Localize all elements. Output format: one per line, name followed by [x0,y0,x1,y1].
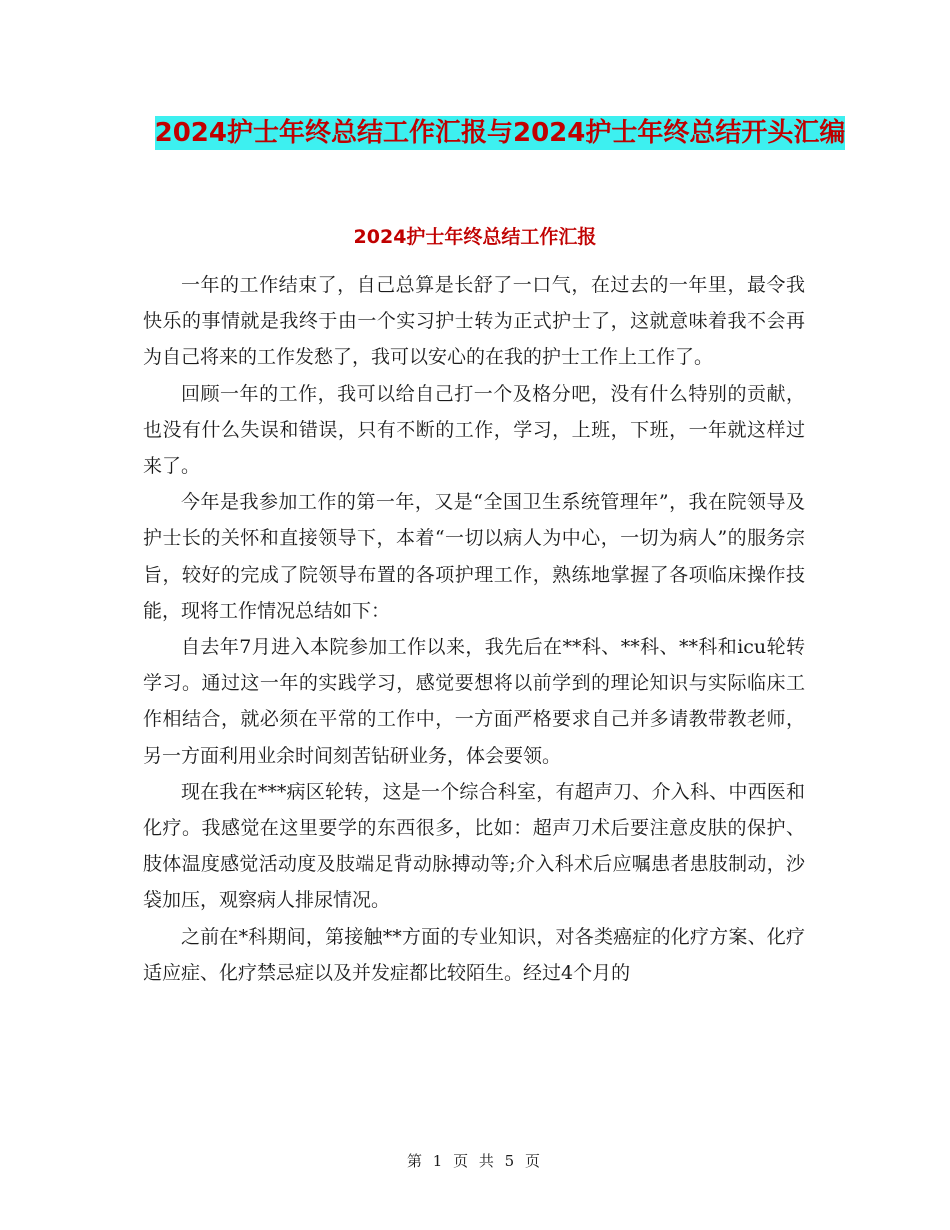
document-body [143,267,805,991]
paragraph: 今年是我参加工作的第一年，又是“全国卫生系统管理年”，我在院领导及护士长的关怀和直接领导下，本着“一切以病人为中心，一切为病人”的服务宗旨，较好的完成了院领导布置的各项护理工作，熟练地掌握了各项临床操作技能，现将工作情况总结如下： [143,491,805,622]
document-title [150,108,850,158]
page-number: 第 1 页 共 5 页 [407,1152,543,1170]
paragraph: 之前在*科期间，第接触**方面的专业知识，对各类癌症的化疗方案、化疗适应症、化疗禁忌症以及并发症都比较陌生。经过4个月的 [143,925,805,984]
section-title: 2024护士年终总结工作汇报 [353,226,597,248]
title-highlight: 2024护士年终总结工作汇报与2024护士年终总结开头汇编 [154,118,846,148]
paragraph: 一年的工作结束了，自己总算是长舒了一口气，在过去的一年里，最令我快乐的事情就是我终于由一个实习护士转为正式护士了，这就意味着我不会再为自己将来的工作发愁了，我可以安心的在我的护士工作上工作了。 [143,274,805,369]
paragraph: 自去年7月进入本院参加工作以来，我先后在**科、**科、**科和icu轮转学习。通过这一年的实践学习，感觉要想将以前学到的理论知识与实际临床工作相结合，就必须在平常的工作中，一方面严格要求自己并多请教带教老师，另一方面利用业余时间刻苦钻研业务，体会要领。 [143,636,805,767]
paragraph: 回顾一年的工作，我可以给自己打一个及格分吧，没有什么特别的贡献，也没有什么失误和错误，只有不断的工作，学习，上班，下班，一年就这样过来了。 [143,382,805,478]
paragraph: 现在我在***病区轮转，这是一个综合科室，有超声刀、介入科、中西医和化疗。我感觉在这里要学的东西很多，比如：超声刀术后要注意皮肤的保护、肢体温度感觉活动度及肢端足背动脉搏动等;介入科术后应嘱患者患肢制动，沙袋加压，观察病人排尿情况。 [143,780,805,912]
